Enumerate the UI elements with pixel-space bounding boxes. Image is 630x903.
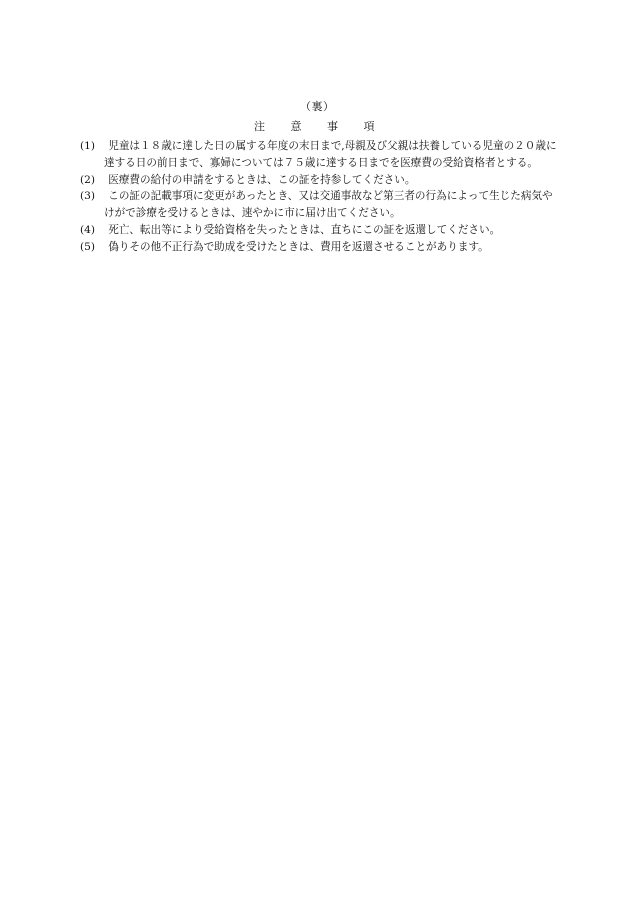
note-text: 死亡、転出等により受給資格を失ったときは、直ちにこの証を返還してください。: [108, 223, 501, 236]
note-number: (2): [80, 173, 96, 186]
note-item-3: [80, 188, 560, 222]
note-text: 偽りその他不正行為で助成を受けたときは、費用を返還させることがあります。: [108, 240, 489, 253]
note-text: 医療費の給付の申請をするときは、この証を持参してください。: [108, 173, 416, 186]
note-number: (1): [80, 140, 96, 152]
note-item-1: [80, 138, 560, 172]
note-number: (5): [80, 240, 96, 253]
note-item-5: [80, 239, 560, 256]
page-title: 注 意 事 項: [254, 120, 375, 133]
section-label-reverse-side: （裏）: [300, 100, 335, 113]
note-text: 児童は１８歳に達した日の属する年度の末日まで,母親及び父親は扶養している児童の２０歳に達する日の前日まで、寡婦については７５歳に達する日までを医療費の受給資格者とする。: [104, 140, 557, 169]
note-text: この証の記載事項に変更があったとき、又は交通事故など第三者の行為によって生じた病気やけがで診療を受けるときは、速やかに市に届け出てください。: [104, 190, 553, 220]
notes-list: [80, 138, 560, 256]
note-item-4: [80, 222, 560, 239]
note-number: (4): [80, 223, 96, 236]
note-item-2: [80, 172, 560, 189]
note-number: (3): [80, 190, 96, 203]
